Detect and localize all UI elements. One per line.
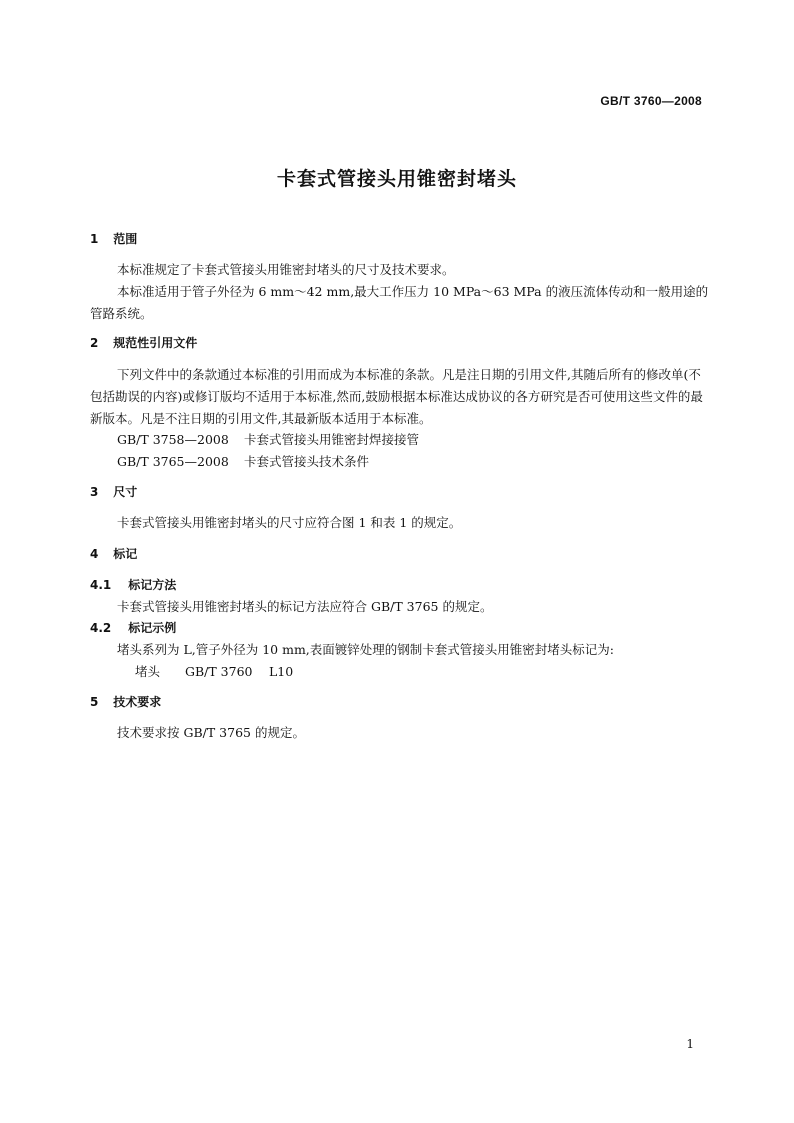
section-3-heading [90, 481, 710, 503]
section-4-2-heading [90, 617, 710, 639]
document-title: 卡套式管接头用锥密封堵头 [276, 168, 517, 190]
section-number: 4.2 [90, 621, 112, 635]
section-title: 范围 [113, 232, 138, 246]
section-5-paragraph-1: 技术要求按 GB/T 3765 的规定。 [117, 725, 305, 740]
section-4-heading [90, 543, 710, 565]
section-number: 4.1 [90, 578, 112, 592]
section-4-1-heading [90, 574, 710, 596]
marking-name: 堵头 [135, 664, 161, 679]
standard-code: GB/T 3760—2008 [600, 94, 702, 108]
page-number: 1 [686, 1037, 694, 1051]
reference-item [90, 451, 737, 473]
section-1-paragraph-2: 本标准适用于管子外径为 6 mm～42 mm,最大工作压力 10 MPa～63 MPa 的液压流体传动和一般用途的管路系统。 [90, 284, 709, 321]
section-1-heading [90, 228, 710, 250]
section-4-1-paragraph-1: 卡套式管接头用锥密封堵头的标记方法应符合 GB/T 3765 的规定。 [117, 599, 493, 614]
section-title: 技术要求 [113, 695, 162, 709]
reference-title: 卡套式管接头技术条件 [243, 454, 369, 469]
marking-designation: L10 [268, 664, 294, 679]
section-number: 3 [90, 485, 99, 499]
section-3-paragraph-1: 卡套式管接头用锥密封堵头的尺寸应符合图 1 和表 1 的规定。 [117, 515, 462, 530]
section-number: 2 [90, 336, 99, 350]
section-number: 4 [90, 547, 99, 561]
section-title: 规范性引用文件 [113, 336, 198, 350]
section-title: 标记示例 [128, 621, 177, 635]
section-4-2-paragraph-1: 堵头系列为 L,管子外径为 10 mm,表面镀锌处理的钢制卡套式管接头用锥密封堵头标记为: [117, 642, 614, 657]
marking-example [90, 661, 755, 683]
section-title: 标记方法 [128, 578, 177, 592]
reference-item [90, 429, 737, 451]
section-number: 1 [90, 232, 99, 246]
section-title: 尺寸 [113, 485, 138, 499]
section-2-heading [90, 332, 710, 354]
marking-standard: GB/T 3760 [184, 664, 253, 679]
section-5-heading [90, 691, 710, 713]
reference-title: 卡套式管接头用锥密封焊接接管 [243, 432, 419, 447]
reference-code: GB/T 3758—2008 [117, 432, 229, 447]
reference-code: GB/T 3765—2008 [117, 454, 229, 469]
section-2-paragraph-1: 下列文件中的条款通过本标准的引用而成为本标准的条款。凡是注日期的引用文件,其随后所有的修改单(不包括勘误的内容)或修订版均不适用于本标准,然而,鼓励根据本标准达成协议的各方研究是否可使用这些文件的最新版本。凡是不注日期的引用文件,其最新版本适用于本标准。 [90, 367, 703, 426]
section-title: 标记 [113, 547, 138, 561]
section-number: 5 [90, 695, 99, 709]
section-1-paragraph-1: 本标准规定了卡套式管接头用锥密封堵头的尺寸及技术要求。 [117, 262, 455, 277]
